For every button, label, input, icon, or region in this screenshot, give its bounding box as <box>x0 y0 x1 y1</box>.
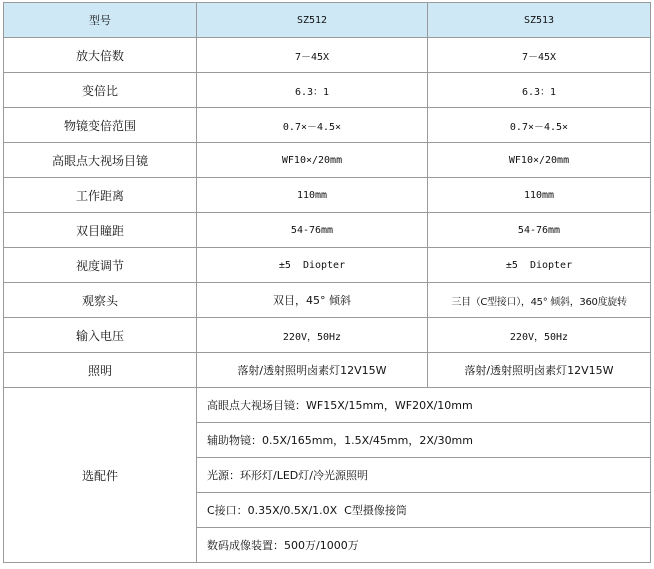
row-value-sz512: 110mm <box>197 178 428 213</box>
accessory-item: 光源：环形灯/LED灯/冷光源照明 <box>197 458 651 493</box>
row-label: 照明 <box>4 353 197 388</box>
row-value-sz513: 落射/透射照明卤素灯12V15W <box>428 353 651 388</box>
header-model: 型号 <box>4 3 197 38</box>
row-value-sz513: 220V，50Hz <box>428 318 651 353</box>
header-row <box>4 3 651 38</box>
row-label: 双目瞳距 <box>4 213 197 248</box>
row-value-sz512: 双目，45° 倾斜 <box>197 283 428 318</box>
accessory-item: 高眼点大视场目镜：WF15X/15mm，WF20X/10mm <box>197 388 651 423</box>
row-label: 观察头 <box>4 283 197 318</box>
row-value-sz513: 110mm <box>428 178 651 213</box>
accessory-item: 数码成像装置：500万/1000万 <box>197 528 651 563</box>
row-label: 变倍比 <box>4 73 197 108</box>
row-label: 输入电压 <box>4 318 197 353</box>
row-value-sz512: 220V，50Hz <box>197 318 428 353</box>
accessory-row <box>4 388 651 423</box>
spec-table <box>3 2 651 563</box>
table-row <box>4 108 651 143</box>
table-row <box>4 213 651 248</box>
row-label: 物镜变倍范围 <box>4 108 197 143</box>
row-value-sz512: WF10×/20mm <box>197 143 428 178</box>
table-row <box>4 73 651 108</box>
row-value-sz513: WF10×/20mm <box>428 143 651 178</box>
row-value-sz513: 7－45X <box>428 38 651 73</box>
row-value-sz512: 54-76mm <box>197 213 428 248</box>
row-label: 工作距离 <box>4 178 197 213</box>
row-value-sz513: 0.7×－4.5× <box>428 108 651 143</box>
row-value-sz513: 54-76mm <box>428 213 651 248</box>
table-row <box>4 318 651 353</box>
accessory-item: 辅助物镜：0.5X/165mm，1.5X/45mm，2X/30mm <box>197 423 651 458</box>
row-value-sz512: 落射/透射照明卤素灯12V15W <box>197 353 428 388</box>
row-label: 视度调节 <box>4 248 197 283</box>
row-value-sz513: 三目（C型接口），45° 倾斜，360度旋转 <box>428 283 651 318</box>
table-row <box>4 143 651 178</box>
row-value-sz512: ±5 Diopter <box>197 248 428 283</box>
row-value-sz512: 6.3：1 <box>197 73 428 108</box>
row-value-sz512: 7－45X <box>197 38 428 73</box>
accessory-item: C接口：0.35X/0.5X/1.0X C型摄像接筒 <box>197 493 651 528</box>
row-value-sz513: 6.3：1 <box>428 73 651 108</box>
table-row <box>4 353 651 388</box>
table-row <box>4 38 651 73</box>
row-label: 高眼点大视场目镜 <box>4 143 197 178</box>
spec-table-container <box>3 2 651 563</box>
header-col2: SZ513 <box>428 3 651 38</box>
accessories-label: 选配件 <box>4 388 197 563</box>
table-row <box>4 283 651 318</box>
row-value-sz513: ±5 Diopter <box>428 248 651 283</box>
row-label: 放大倍数 <box>4 38 197 73</box>
table-row <box>4 248 651 283</box>
header-col1: SZ512 <box>197 3 428 38</box>
table-row <box>4 178 651 213</box>
row-value-sz512: 0.7×－4.5× <box>197 108 428 143</box>
